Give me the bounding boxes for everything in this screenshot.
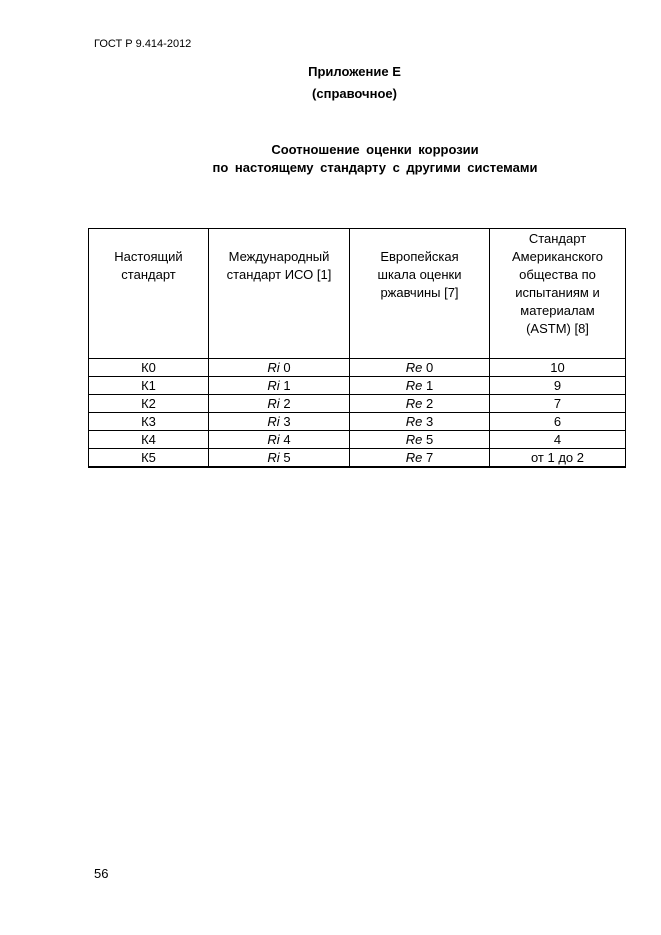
iso-prefix: Ri xyxy=(267,432,280,447)
eu-value: 3 xyxy=(426,414,434,429)
cell-iso xyxy=(209,359,350,377)
header-line: Настоящий xyxy=(114,249,183,264)
cell-astm: 9 xyxy=(490,377,626,395)
eu-prefix: Re xyxy=(405,450,423,465)
cell-iso xyxy=(209,395,350,413)
cell-astm: от 1 до 2 xyxy=(490,449,626,468)
cell-eu xyxy=(350,449,490,468)
page-number: 56 xyxy=(94,866,109,881)
cell-iso xyxy=(209,449,350,468)
header-line: (ASTM) [8] xyxy=(526,321,589,336)
iso-prefix: Ri xyxy=(267,414,280,429)
cell-current: К4 xyxy=(89,431,209,449)
table-row xyxy=(89,377,626,395)
eu-prefix: Re xyxy=(405,360,423,375)
table-row xyxy=(89,395,626,413)
iso-value: 0 xyxy=(283,360,291,375)
header-line: материалам xyxy=(520,303,595,318)
iso-value: 1 xyxy=(283,378,291,393)
header-line: Стандарт xyxy=(528,231,587,246)
cell-astm: 10 xyxy=(490,359,626,377)
section-title-line-1: Соотношение оценки коррозии xyxy=(271,142,479,157)
cell-current: К0 xyxy=(89,359,209,377)
cell-eu xyxy=(350,413,490,431)
header-line: испытаниям и xyxy=(515,285,600,300)
iso-prefix: Ri xyxy=(267,378,280,393)
table-row xyxy=(89,431,626,449)
table-row xyxy=(89,413,626,431)
correlation-table xyxy=(88,228,626,468)
header-astm-standard xyxy=(490,229,626,359)
header-line: стандарт ИСО [1] xyxy=(226,267,332,282)
cell-astm: 4 xyxy=(490,431,626,449)
header-iso-standard xyxy=(209,229,350,359)
eu-value: 0 xyxy=(426,360,434,375)
header-line: ржавчины [7] xyxy=(380,285,459,300)
eu-value: 7 xyxy=(426,450,434,465)
header-line: Американского xyxy=(512,249,603,264)
eu-prefix: Re xyxy=(405,432,423,447)
eu-prefix: Re xyxy=(405,396,423,411)
cell-iso xyxy=(209,431,350,449)
section-title-line-2: по настоящему стандарту с другими системами xyxy=(212,160,538,175)
cell-iso xyxy=(209,377,350,395)
iso-value: 5 xyxy=(283,450,291,465)
eu-value: 5 xyxy=(426,432,434,447)
appendix-subtitle: (справочное) xyxy=(312,86,397,101)
document-header-code: ГОСТ Р 9.414-2012 xyxy=(94,38,192,50)
iso-prefix: Ri xyxy=(267,360,280,375)
cell-eu xyxy=(350,359,490,377)
cell-iso xyxy=(209,413,350,431)
eu-prefix: Re xyxy=(405,414,423,429)
appendix-title: Приложение Е xyxy=(308,64,401,79)
cell-eu xyxy=(350,431,490,449)
eu-prefix: Re xyxy=(405,378,423,393)
cell-eu xyxy=(350,377,490,395)
cell-eu xyxy=(350,395,490,413)
header-line: общества по xyxy=(519,267,596,282)
header-line: стандарт xyxy=(121,267,176,282)
header-line: Международный xyxy=(228,249,330,264)
cell-current: К5 xyxy=(89,449,209,468)
header-current-standard xyxy=(89,229,209,359)
iso-prefix: Ri xyxy=(267,396,280,411)
cell-astm: 6 xyxy=(490,413,626,431)
cell-current: К2 xyxy=(89,395,209,413)
iso-value: 4 xyxy=(283,432,291,447)
eu-value: 2 xyxy=(426,396,434,411)
header-line: шкала оценки xyxy=(377,267,462,282)
iso-value: 3 xyxy=(283,414,291,429)
eu-value: 1 xyxy=(426,378,434,393)
table-row xyxy=(89,359,626,377)
table-header-row xyxy=(89,229,626,359)
header-line: Европейская xyxy=(380,249,459,264)
iso-prefix: Ri xyxy=(267,450,280,465)
table-row xyxy=(89,449,626,468)
cell-astm: 7 xyxy=(490,395,626,413)
iso-value: 2 xyxy=(283,396,291,411)
header-european-scale xyxy=(350,229,490,359)
cell-current: К1 xyxy=(89,377,209,395)
cell-current: К3 xyxy=(89,413,209,431)
